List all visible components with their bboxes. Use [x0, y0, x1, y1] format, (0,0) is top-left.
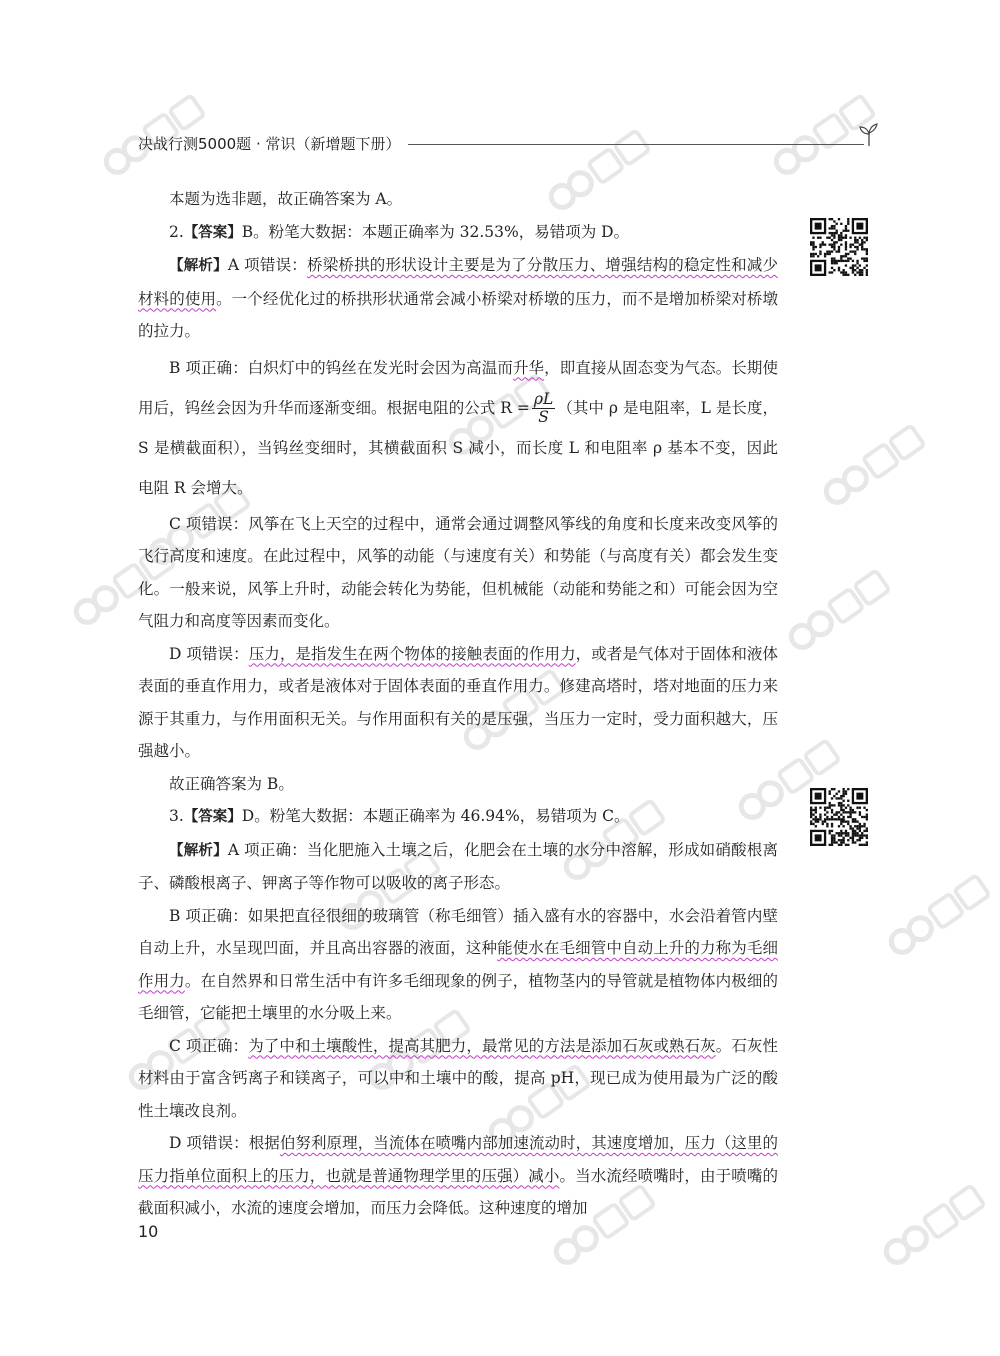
qr-code-icon: [810, 218, 868, 276]
watermark-logo: [779, 559, 900, 661]
formula-denominator: S: [538, 408, 549, 426]
page-number: 10: [138, 1222, 159, 1241]
analysis-d: D 项错误：压力，是指发生在两个物体的接触表面的作用力，或者是气体对于固体和液体表面的垂直作用力，或者是液体对于固体表面的垂直作用力。修建高塔时，塔对地面的压力来源于其重力，与作用面积无关。与作用面积有关的是压强，当压力一定时，受力面积越大，压强越小。: [138, 644, 778, 760]
question-number: 3.: [169, 807, 184, 825]
resistance-formula: [532, 391, 555, 426]
qr-code-icon: [810, 788, 868, 846]
sprout-icon: [856, 122, 882, 148]
key-point-highlight: 升华: [512, 358, 545, 377]
analysis-a: 【解析】A 项错误：桥梁桥拱的形状设计主要是为了分散压力、增强结构的稳定性和减少材料的使用。一个经优化过的桥拱形状通常会减小桥梁对桥墩的压力，而不是增加桥梁对桥墩的拉力。: [138, 256, 778, 340]
formula-numerator: ρL: [533, 390, 554, 408]
analysis-b: B 项正确：如果把直径很细的玻璃管（称毛细管）插入盛有水的容器中，水会沿着管内壁自动上升，水呈现凹面，并且高出容器的液面，这种能使水在毛细管中自动上升的力称为毛细作用力。在自然界和日常生活中有许多毛细现象的例子，植物茎内的导管就是植物体内极细的毛细管，它能把土壤里的水分吸上来。: [138, 906, 778, 1022]
analysis-tag: 【解析】: [169, 258, 228, 274]
page-header: [138, 134, 878, 162]
answer-text: B。粉笔大数据：本题正确率为 32.53%，易错项为 D。: [241, 222, 630, 241]
question-number: 2.: [169, 222, 184, 241]
key-point-highlight: 伯努利原理，当流体在喷嘴内部加速流动时，其速度增加，压力（这里的压力指单位面积上的压力，也就是普通物理学里的压强）减小: [138, 1134, 778, 1185]
conclusion: 故正确答案为 B。: [169, 774, 294, 793]
key-point-highlight: 为了中和土壤酸性，提高其肥力，最常见的方法是添加石灰或熟石灰: [248, 1036, 716, 1055]
answer-tag: 【答案】: [183, 809, 242, 825]
book-title: 决战行测5000题 · 常识（新增题下册）: [138, 135, 401, 153]
key-point-highlight: 能使水在毛细管中自动上升的力称为毛细作用力: [138, 939, 778, 990]
answer-text: D。粉笔大数据：本题正确率为 46.94%，易错项为 C。: [241, 807, 630, 825]
answer-line-q2: [138, 216, 778, 250]
analysis-b: B 项正确：白炽灯中的钨丝在发光时会因为高温而升华，即直接从固态变为气态。长期使用后，钨丝会因为升华而逐渐变细。根据电阻的公式 R = $\frac{\rho L}{S}$ （其中 ρ 是电阻率，L 是长度，S 是横截面积），当钨丝变细时，其横截面积 S 减小，而长度 L 和电阻率 ρ 基本不变，因此电阻 R 会增大。: [138, 358, 779, 497]
analysis-tag: 【解析】: [169, 842, 228, 859]
paragraph: 本题为选非题，故正确答案为 A。: [169, 190, 403, 208]
watermark-logo: [874, 1174, 995, 1276]
answer-tag: 【答案】: [183, 224, 242, 241]
analysis-d: D 项错误：根据伯努利原理，当流体在喷嘴内部加速流动时，其速度增加，压力（这里的压力指单位面积上的压力，也就是普通物理学里的压强）减小。当水流经喷嘴时，由于喷嘴的截面积减小，水流的速度会增加，而压力会降低。这种速度的增加: [138, 1134, 778, 1217]
analysis-c: C 项错误：风筝在飞上天空的过程中，通常会通过调整风筝线的角度和长度来改变风筝的飞行高度和速度。在此过程中，风筝的动能（与速度有关）和势能（与高度有关）都会发生变化。一般来说，风筝上升时，动能会转化为势能，但机械能（动能和势能之和）可能会因为空气阻力和高度等因素而变化。: [138, 514, 778, 630]
answer-line-q3: [138, 800, 778, 834]
watermark-logo: [814, 414, 935, 516]
watermark-logo: [879, 864, 1000, 966]
key-point-highlight: 桥梁桥拱的形状设计主要是为了分散压力、增强结构的稳定性和减少材料的使用: [138, 256, 778, 308]
header-divider: [408, 144, 864, 145]
analysis-c: C 项正确：为了中和土壤酸性，提高其肥力，最常见的方法是添加石灰或熟石灰。石灰性材料由于富含钙离子和镁离子，可以中和土壤中的酸，提高 pH，现已成为使用最为广泛的酸性土壤改良剂。: [138, 1036, 778, 1120]
key-point-highlight: 压力，是指发生在两个物体的接触表面的作用力: [248, 644, 576, 663]
analysis-a: 【解析】A 项正确：当化肥施入土壤之后，化肥会在土壤的水分中溶解，形成如硝酸根离子、磷酸根离子、钾离子等作物可以吸收的离子形态。: [138, 840, 779, 892]
answer-explanation-text: [138, 183, 778, 1225]
